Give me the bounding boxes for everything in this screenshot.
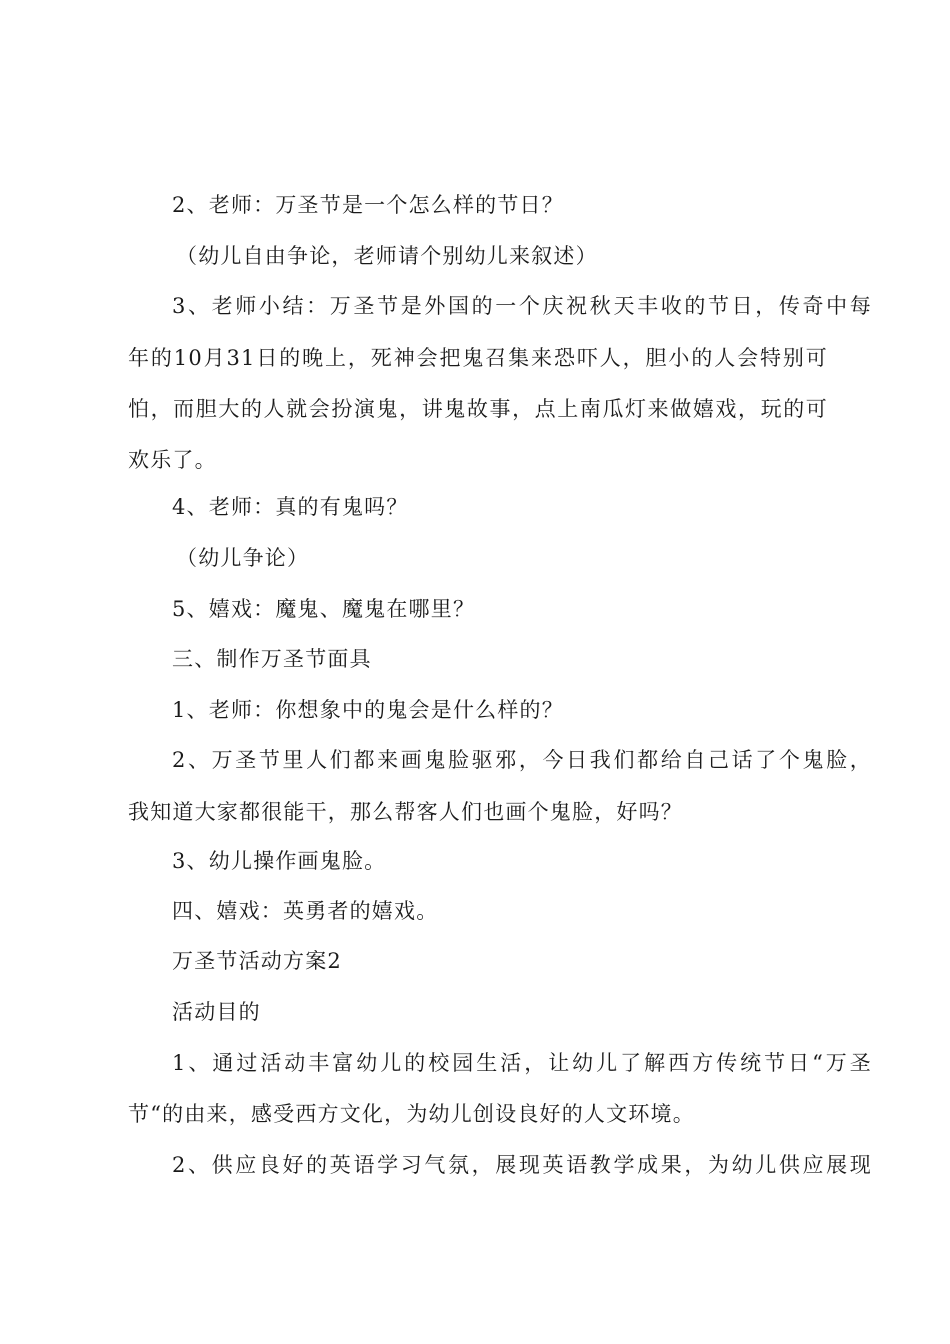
text-line: 节“的由来，感受西方文化，为幼儿创设良好的人文环境。 <box>128 1102 695 1126</box>
text-line: 三、制作万圣节面具 <box>172 647 372 671</box>
text-line: 年的10月31日的晚上，死神会把鬼召集来恐吓人，胆小的人会特别可 <box>128 346 828 370</box>
text-line: 2、万圣节里人们都来画鬼脸驱邪，今日我们都给自己话了个鬼脸， <box>172 748 872 772</box>
text-line: 四、嬉戏：英勇者的嬉戏。 <box>172 899 439 923</box>
text-line: 4、老师：真的有鬼吗？ <box>172 495 409 519</box>
text-line: 2、供应良好的英语学习气氛，展现英语教学成果，为幼儿供应展现 <box>172 1153 872 1177</box>
text-line: 1、老师：你想象中的鬼会是什么样的？ <box>172 698 564 722</box>
text-line: （幼儿争论） <box>176 546 310 570</box>
text-line: 活动目的 <box>172 1000 261 1024</box>
text-line: 2、老师：万圣节是一个怎么样的节日？ <box>172 193 564 217</box>
text-line: 怕，而胆大的人就会扮演鬼，讲鬼故事，点上南瓜灯来做嬉戏，玩的可 <box>128 397 828 421</box>
text-line: 3、幼儿操作画鬼脸。 <box>172 849 387 873</box>
text-line: 1、通过活动丰富幼儿的校园生活，让幼儿了解西方传统节日“万圣 <box>172 1051 872 1075</box>
text-line: （幼儿自由争论，老师请个别幼儿来叙述） <box>176 244 598 268</box>
text-line: 欢乐了。 <box>128 448 217 472</box>
text-line: 万圣节活动方案2 <box>172 949 342 973</box>
text-line: 我知道大家都很能干，那么帮客人们也画个鬼脸，好吗？ <box>128 800 683 824</box>
text-line: 5、嬉戏：魔鬼、魔鬼在哪里？ <box>172 597 476 621</box>
text-line: 3、老师小结：万圣节是外国的一个庆祝秋天丰收的节日，传奇中每 <box>172 294 872 318</box>
